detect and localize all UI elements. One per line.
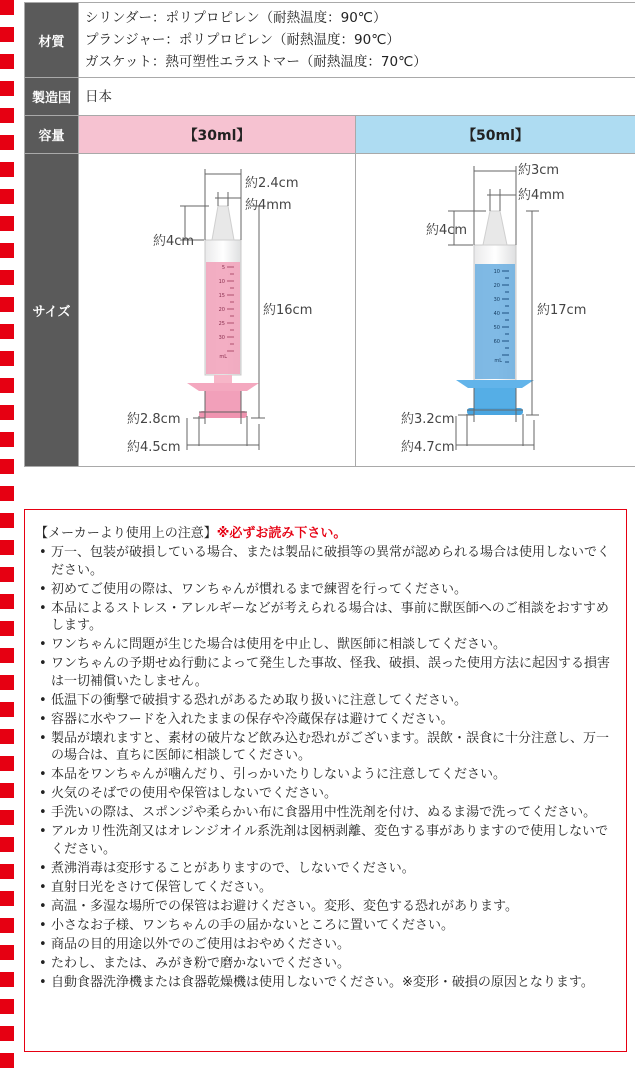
tick-50-60: 60 <box>493 339 500 345</box>
notice-item: • 初めてご使用の際は、ワンちゃんが慣れるまで練習を行ってください。 <box>39 581 468 597</box>
syringe-30-grip <box>205 391 241 413</box>
notice-warning: ※必ずお読み下さい。 <box>216 526 347 541</box>
size-30ml-cell <box>79 154 356 467</box>
red-dashed-edge <box>0 0 14 1075</box>
dim-30-top-width: 約2.4cm <box>245 176 299 191</box>
tick-50-10: 10 <box>493 269 500 275</box>
size-row <box>25 154 635 467</box>
size-50ml-cell <box>356 154 635 467</box>
material-value <box>79 3 635 78</box>
dim-50-flange-width: 約4.7cm <box>401 440 455 455</box>
capacity-30ml: 【30ml】 <box>79 116 356 154</box>
dim-50-grip-width: 約3.2cm <box>401 412 455 427</box>
notice-title: 【メーカーより使用上の注意】 <box>35 526 217 541</box>
dim-30-tip-length: 約4cm <box>153 234 195 249</box>
tick-30-20: 20 <box>218 307 225 313</box>
dim-50-top-width: 約3cm <box>518 163 560 178</box>
syringe-50ml-diagram <box>356 154 635 466</box>
notice-item: • 製品が壊れますと、素材の破片など飲み込む恐れがございます。誤飲・誤食に十分注意し、万一の場合は、直ちに医師に相談してください。 <box>39 730 609 763</box>
notice-item: • 手洗いの際は、スポンジや柔らかい布に食器用中性洗剤を付け、ぬるま湯で洗ってください。 <box>39 805 597 820</box>
material-plunger: プランジャー：ポリプロピレン（耐熱温度：90℃） <box>85 32 400 48</box>
syringe-50-flange <box>456 380 534 388</box>
syringe-50-grip <box>474 388 516 410</box>
notice-item: • 本品をワンちゃんが噛んだり、引っかいたりしないように注意してください。 <box>39 767 507 782</box>
material-row <box>25 3 635 78</box>
spec-table <box>24 2 635 467</box>
notice-item: • 小さなお子様、ワンちゃんの手の届かないところに置いてください。 <box>39 917 455 933</box>
notice-item: • 本品によるストレス・アレルギーなどが考えられる場合は、事前に獣医師へのご相談をおすすめします。 <box>39 600 609 633</box>
notice-item: • 万一、包装が破損している場合、または製品に破損等の異常が認められる場合は使用しないでください。 <box>39 545 611 578</box>
material-label: 材質 <box>25 3 79 78</box>
capacity-50ml: 【50ml】 <box>356 116 635 154</box>
notice-item: • たわし、または、みがき粉で磨かないでください。 <box>39 955 351 971</box>
material-cylinder: シリンダー：ポリプロピレン（耐熱温度：90℃） <box>85 10 387 26</box>
tick-30-5: 5 <box>221 265 225 271</box>
notice-item: • アルカリ性洗剤又はオレンジオイル系洗剤は図柄剥離、変色する事がありますので使用しないでください。 <box>39 824 609 857</box>
syringe-50-tip <box>483 211 507 245</box>
syringe-30ml-diagram <box>79 154 356 466</box>
tick-30-unit: mL <box>219 354 227 360</box>
tick-30-25: 25 <box>218 321 225 327</box>
tick-30-10: 10 <box>218 279 225 285</box>
notice-item: • 自動食器洗浄機または食器乾燥機は使用しないでください。※変形・破損の原因となります。 <box>39 974 594 990</box>
tick-30-30: 30 <box>218 335 225 341</box>
dim-30-flange-width: 約4.5cm <box>127 440 181 455</box>
tick-50-50: 50 <box>493 325 500 331</box>
notice-item: • ワンちゃんに問題が生じた場合は使用を中止し、獣医師に相談してください。 <box>39 637 507 652</box>
dim-50-tip-length: 約4cm <box>426 223 468 238</box>
tick-50-40: 40 <box>493 311 500 317</box>
syringe-30-tip <box>212 206 234 240</box>
notice-item: • 高温・多湿な場所での保管はお避けください。変形、変色する恐れがあります。 <box>39 898 518 914</box>
syringe-30-flange <box>187 383 259 391</box>
notice-heading <box>35 522 346 541</box>
syringe-50-thumb-pad <box>467 408 523 415</box>
dim-30-tip-width: 約4mm <box>245 198 292 213</box>
notice-item: • ワンちゃんの予期せぬ行動によって発生した事故、怪我、破損、誤った使用方法に起因する損害は一切補償いたしません。 <box>39 656 611 689</box>
dim-50-total-length: 約17cm <box>537 303 587 318</box>
size-label: サイズ <box>25 154 79 467</box>
notice-item: • 直射日光をさけて保管してください。 <box>39 879 273 895</box>
usage-notice-box <box>24 509 627 1052</box>
origin-value: 日本 <box>79 78 635 116</box>
dim-50-tip-width: 約4mm <box>518 188 565 203</box>
dim-30-grip-width: 約2.8cm <box>127 412 181 427</box>
notice-item: • 煮沸消毒は変形することがありますので、しないでください。 <box>39 860 415 876</box>
capacity-row <box>25 116 635 154</box>
origin-label: 製造国 <box>25 78 79 116</box>
tick-30-15: 15 <box>218 293 225 299</box>
dim-30-total-length: 約16cm <box>263 303 313 318</box>
notice-item: • 低温下の衝撃で破損する恐れがあるため取り扱いに注意してください。 <box>39 692 468 708</box>
origin-row <box>25 78 635 116</box>
notice-item: • 商品の目的用途以外でのご使用はおやめください。 <box>39 936 351 952</box>
material-gasket: ガスケット：熱可塑性エラストマー（耐熱温度：70℃） <box>85 54 427 70</box>
tick-50-20: 20 <box>493 283 500 289</box>
tick-50-30: 30 <box>493 297 500 303</box>
notice-list <box>35 544 620 993</box>
capacity-label: 容量 <box>25 116 79 154</box>
tick-50-unit: mL <box>494 358 502 364</box>
notice-item: • 容器に水やフードを入れたままの保存や冷蔵保存は避けてください。 <box>39 711 454 727</box>
notice-item: • 火気のそばでの使用や保管はしないでください。 <box>39 786 338 801</box>
